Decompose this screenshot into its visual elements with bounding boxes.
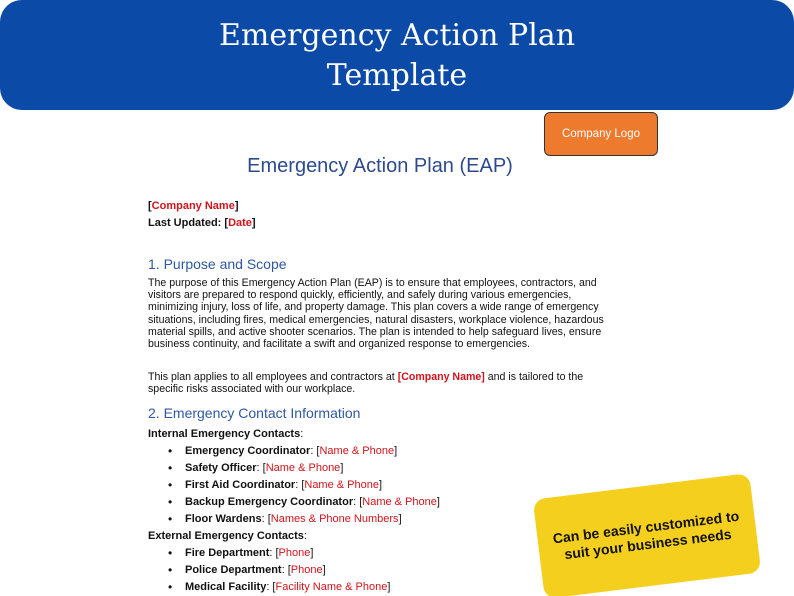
list-item: • Floor Wardens: [Names & Phone Numbers] [168, 512, 608, 526]
purpose-paragraph: The purpose of this Emergency Action Plan (EAP) is to ensure that employees, contractors, and visitors are prepared to respond quickly, efficiently, and safely during various emergencies, minimizing injury, loss of life, and property damage. This plan covers a wide range of emergency situations, including fires, medical emergencies, natural disasters, workplace violence, hazardous material spills, and active shooter scenarios. The plan is intended to help safeguard lives, ensure business continuity, and facilitate a swift and organized response to emergencies. [148, 277, 604, 351]
title-banner [0, 0, 794, 110]
section-heading-contacts: 2. Emergency Contact Information [148, 405, 361, 421]
scope-paragraph [148, 371, 616, 395]
company-name-placeholder: Company Name [151, 200, 235, 212]
document-title: Emergency Action Plan (EAP) [247, 155, 513, 177]
company-logo-label: Company Logo [562, 128, 640, 140]
last-updated-label: Last Updated: [ [148, 217, 229, 229]
list-item: • First Aid Coordinator: [Name & Phone] [168, 478, 608, 492]
list-item: • Medical Facility: [Facility Name & Phone] [168, 580, 608, 594]
company-name-line [148, 198, 618, 215]
sticker-text: Can be easily customized to suit your business needs [551, 507, 740, 563]
scope-text-b: and is tailored to the specific risks associated with our workplace. [148, 371, 584, 396]
list-item: • Emergency Coordinator: [Name & Phone] [168, 444, 608, 458]
company-bracket-open: [ [148, 200, 152, 212]
list-item: • Police Department: [Phone] [168, 563, 608, 577]
document-meta [148, 198, 618, 236]
scope-text-a: This plan applies to all employees and contractors at [148, 371, 398, 383]
company-logo-placeholder [544, 112, 658, 156]
list-item: • Fire Department: [Phone] [168, 546, 608, 560]
scope-company-placeholder: [Company Name] [397, 371, 485, 383]
banner-title-line1: Emergency Action Plan [218, 18, 576, 53]
list-item: • Safety Officer: [Name & Phone] [168, 461, 608, 475]
list-item: • Backup Emergency Coordinator: [Name & Phone] [168, 495, 608, 509]
last-updated-date: Date [228, 217, 252, 229]
banner-title-line2: Template [326, 58, 468, 93]
external-contacts-heading: External Emergency Contacts: [148, 530, 307, 542]
internal-contacts-heading: Internal Emergency Contacts: [148, 428, 304, 440]
last-updated-line [148, 215, 618, 232]
last-updated-close: ] [251, 217, 256, 229]
company-bracket-close: ] [234, 200, 239, 212]
section-heading-purpose: 1. Purpose and Scope [148, 256, 287, 272]
